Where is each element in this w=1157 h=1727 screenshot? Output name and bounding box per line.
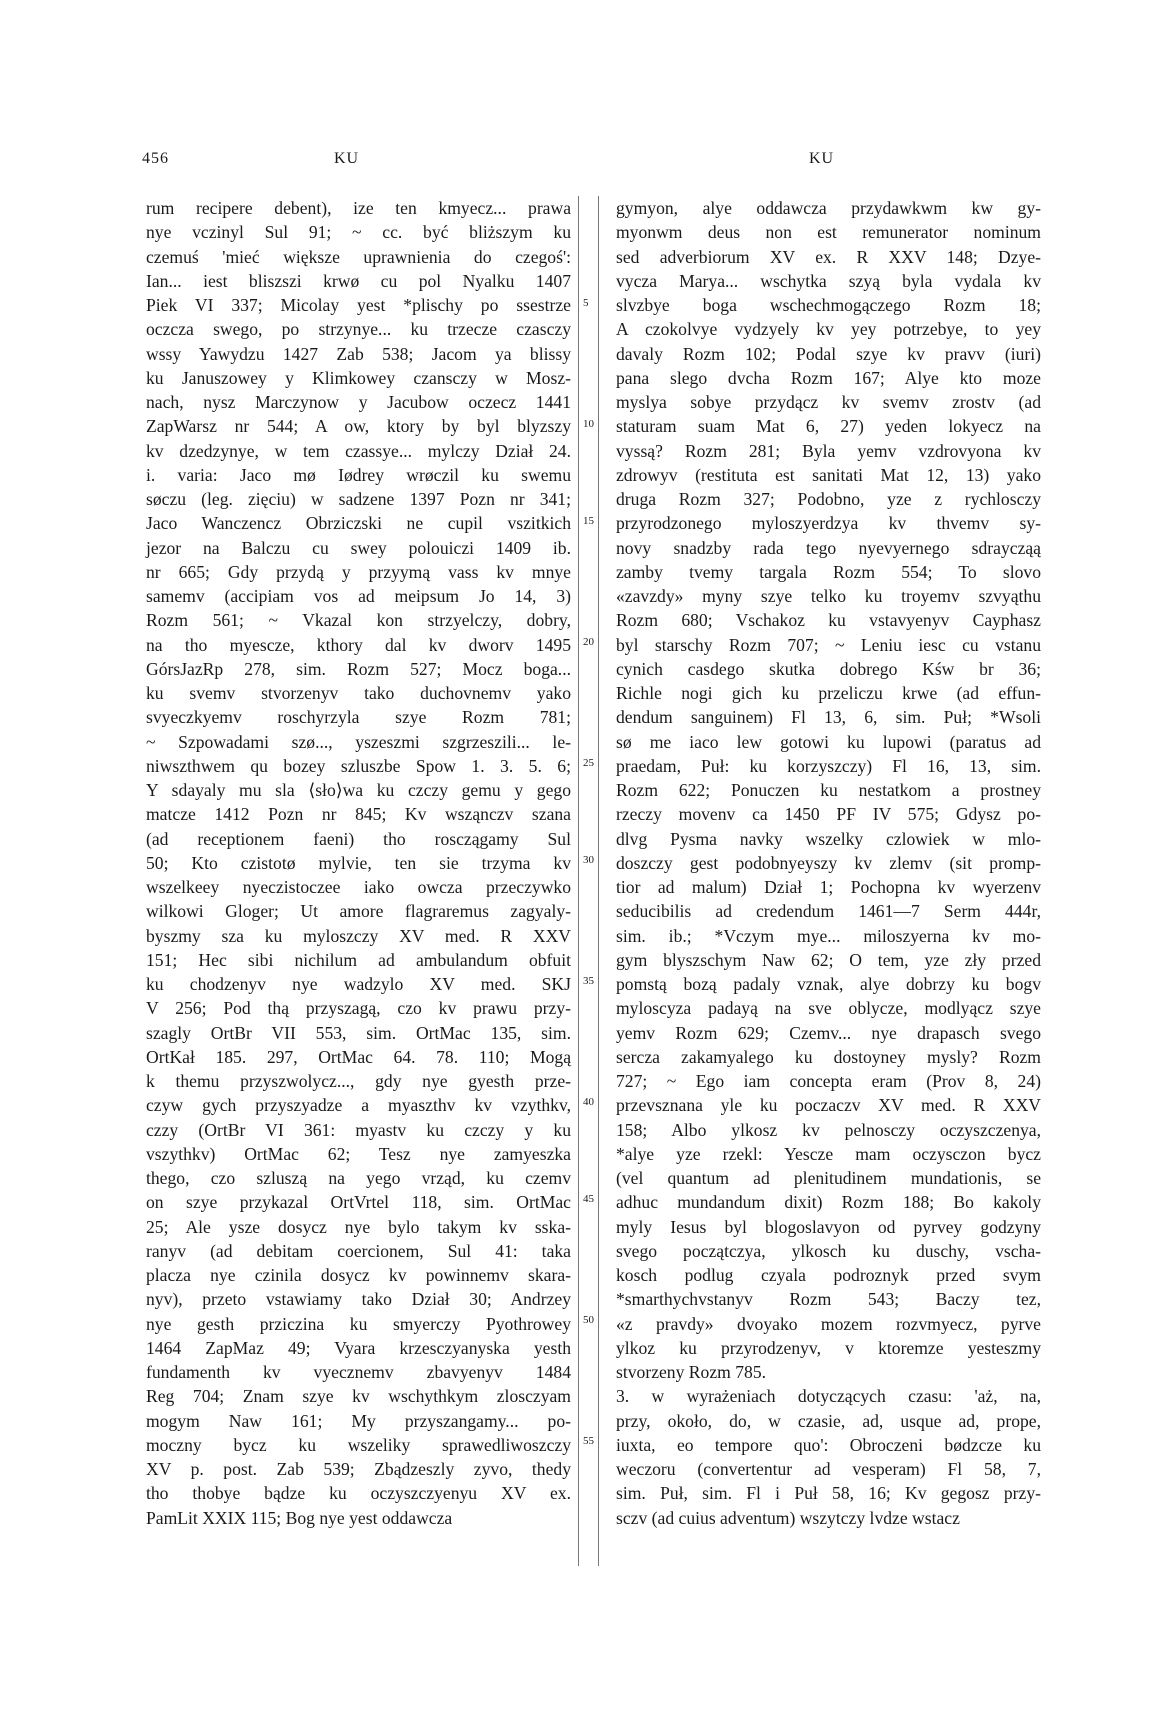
running-head-left: KU bbox=[334, 150, 360, 167]
text-line: vszythkv) OrtMac 62; Tesz nye zamyeszka bbox=[146, 1143, 571, 1164]
text-line: Piek VI 337; Micolay yest *plischy po ssestrze bbox=[146, 295, 571, 315]
text-line: dendum sanguinem) Fl 13, 6, sim. Puł; *Wsoli bbox=[616, 707, 1041, 728]
text-line: ku chodzenyv nye wadzylo XV med. SKJ bbox=[146, 974, 571, 994]
line-number: 25 bbox=[583, 757, 594, 769]
text-line: ylkoz ku przyrodzenyv, v ktoremze yesteszmy bbox=[616, 1337, 1041, 1358]
text-line: druga Rozm 327; Podobno, yze z rychlosczy bbox=[616, 489, 1041, 509]
running-head-right: KU bbox=[809, 150, 835, 167]
text-line: weczoru (convertentur ad vesperam) Fl 58, 7, bbox=[616, 1459, 1041, 1479]
column-rule-right bbox=[598, 196, 599, 1566]
text-line: myloscyza padayą na sve oblycze, modlyącz szye bbox=[616, 998, 1041, 1019]
line-number: 10 bbox=[583, 418, 594, 430]
text-line: tior ad malum) Dział 1; Pochopna kv wyerzenv bbox=[616, 877, 1041, 897]
text-line: gymyon, alye oddawcza przydawkwm kw gy- bbox=[616, 198, 1041, 218]
text-line: praedam, Puł: ku korzyszczy) Fl 16, 13, sim. bbox=[616, 755, 1041, 776]
text-line: on szye przykazal OrtVrtel 118, sim. OrtMac bbox=[146, 1192, 571, 1213]
text-line: Y sdayaly mu sla ⟨sło⟩wa ku czczy gemu y gego bbox=[146, 780, 571, 800]
text-line: oczcza swego, po strzynye... ku trzecze czasczy bbox=[146, 319, 571, 340]
text-line: pana slego dvcha Rozm 167; Alye kto moze bbox=[616, 367, 1041, 388]
text-line: myslya sobye przydącz kv svemv zrostv (ad bbox=[616, 392, 1041, 412]
text-line: thego, czo szluszą na yego vrząd, ku czemv bbox=[146, 1168, 571, 1188]
text-line: nye gesth prziczina ku smyerczy Pyothrowey bbox=[146, 1313, 571, 1334]
text-line: ku svemv stvorzenyv tako duchovnemv yako bbox=[146, 683, 571, 703]
text-line: (ad receptionem faeni) tho rosczągamy Sul bbox=[146, 828, 571, 849]
text-line: nr 665; Gdy przydą y przyymą vass kv mnye bbox=[146, 561, 571, 582]
text-line: davaly Rozm 102; Podal szye kv pravv (iuri) bbox=[616, 343, 1041, 364]
text-line: sø me iaco lew gotowi ku lupowi (paratus ad bbox=[616, 731, 1041, 752]
text-line: pomstą bozą padaly vznak, alye dobrzy ku bogv bbox=[616, 974, 1041, 994]
text-line: Jaco Wanczencz Obrziczski ne cupil vszitkich bbox=[146, 513, 571, 534]
text-line: Richle nogi gich ku przeliczu krwe (ad effun- bbox=[616, 683, 1041, 703]
text-line: byszmy sza ku myloszczy XV med. R XXV bbox=[146, 925, 571, 946]
text-line: przevsznana yle ku poczaczv XV med. R XXV bbox=[616, 1095, 1041, 1116]
text-line: tho thobye bądze ku oczyszczyenyu XV ex. bbox=[146, 1483, 571, 1504]
line-number: 45 bbox=[583, 1193, 594, 1205]
text-line: jezor na Balczu cu swey polouiczi 1409 ib. bbox=[146, 537, 571, 558]
line-number: 5 bbox=[583, 297, 589, 309]
text-line: ~ Szpowadami szø..., yszeszmi szgrzeszili... le- bbox=[146, 731, 571, 752]
text-line: XV p. post. Zab 539; Zbądzeszly zyvo, thedy bbox=[146, 1459, 571, 1479]
text-line: staturam suam Mat 6, 27) yeden lokyecz na bbox=[616, 416, 1041, 437]
left-column bbox=[146, 196, 571, 1530]
text-line: A czokolvye vydzyely kv yey potrzebye, to yey bbox=[616, 319, 1041, 340]
text-line: Rozm 680; Vschakoz ku vstavyenyv Cayphasz bbox=[616, 610, 1041, 631]
text-line: adhuc mundandum dixit) Rozm 188; Bo kakoly bbox=[616, 1192, 1041, 1213]
text-line: «zavzdy» myny szye telko ku troyemv szvyąthu bbox=[616, 586, 1041, 606]
text-line: wssy Yawydzu 1427 Zab 538; Jacom ya blissy bbox=[146, 343, 571, 364]
text-line: czemuś 'mieć większe uprawnienia do czegoś': bbox=[146, 246, 571, 267]
text-line: OrtKał 185. 297, OrtMac 64. 78. 110; Mogą bbox=[146, 1046, 571, 1067]
text-line: myly Iesus byl blogoslavyon od pyrvey godzyny bbox=[616, 1216, 1041, 1237]
text-line: svyeczkyemv roschyrzyla szye Rozm 781; bbox=[146, 707, 571, 728]
text-line: Rozm 561; ~ Vkazal kon strzyelczy, dobry, bbox=[146, 610, 571, 631]
text-line: doszczy gest podobnyeyszy kv zlemv (sit promp- bbox=[616, 852, 1041, 873]
text-line: novy snadzby rada tego nyevyernego sdraycząą bbox=[616, 537, 1041, 558]
text-line: i. varia: Jaco mø Iødrey wrøczil ku swemu bbox=[146, 464, 571, 485]
text-line: przyrodzonego myloszyerdzya kv thvemv sy- bbox=[616, 513, 1041, 534]
text-line: sercza zakamyalego ku dostoyney mysly? Rozm bbox=[616, 1046, 1041, 1067]
text-line: nyv), przeto vstawiamy tako Dział 30; Andrzey bbox=[146, 1289, 571, 1310]
text-line: ranyv (ad debitam coercionem, Sul 41: taka bbox=[146, 1240, 571, 1261]
text-line: dlvg Pysma navky wszelky czlowiek w mlo- bbox=[616, 828, 1041, 849]
text-line: Ian... iest bliszszi krwø cu pol Nyalku 1407 bbox=[146, 270, 571, 291]
line-number: 35 bbox=[583, 975, 594, 987]
text-line: V 256; Pod thą przyszagą, czo kv prawu przy- bbox=[146, 998, 571, 1019]
text-line: yemv Rozm 629; Czemv... nye drapasch svego bbox=[616, 1022, 1041, 1043]
text-line: czzy (OrtBr VI 361: myastv ku czczy y ku bbox=[146, 1119, 571, 1140]
text-line: seducibilis ad credendum 1461—7 Serm 444r, bbox=[616, 901, 1041, 922]
text-line: Rozm 622; Ponuczen ku nestatkom a prostney bbox=[616, 780, 1041, 800]
text-line: k themu przyszwolycz..., gdy nye gyesth prze- bbox=[146, 1071, 571, 1091]
text-line: ZapWarsz nr 544; A ow, ktory by byl blyzszy bbox=[146, 416, 571, 437]
text-line: rzeczy movenv ca 1450 PF IV 575; Gdysz po- bbox=[616, 804, 1041, 825]
text-line: placza nye czinila dosycz kv powinnemv skara- bbox=[146, 1265, 571, 1285]
text-line: sim. Puł, sim. Fl i Puł 58, 16; Kv gegosz przy- bbox=[616, 1483, 1041, 1504]
text-line: GórsJazRp 278, sim. Rozm 527; Mocz boga... bbox=[146, 658, 571, 679]
text-line: sczv (ad cuius adventum) wszytczy lvdze wstacz bbox=[616, 1507, 960, 1528]
text-line: cynich casdego skutka dobrego Kśw br 36; bbox=[616, 658, 1041, 679]
text-line: matcze 1412 Pozn nr 845; Kv wsząnczv szana bbox=[146, 804, 571, 825]
text-line: myonwm deus non est remunerator nominum bbox=[616, 222, 1041, 243]
text-line: 25; Ale ysze dosycz nye bylo takym kv sska- bbox=[146, 1216, 571, 1237]
text-line: czyw gych przyszyadze a myaszthv kv vzythkv, bbox=[146, 1095, 571, 1116]
line-number: 50 bbox=[583, 1314, 594, 1326]
text-line: wilkowi Gloger; Ut amore flagraremus zagyaly- bbox=[146, 901, 571, 922]
line-number: 55 bbox=[583, 1435, 594, 1447]
text-line: zamby tvemy targala Rozm 554; To slovo bbox=[616, 561, 1041, 582]
text-line: vyssą? Rozm 281; Byla yemv vzdrovyona kv bbox=[616, 440, 1041, 461]
text-line: *smarthychvstanyv Rozm 543; Baczy tez, bbox=[616, 1289, 1041, 1310]
text-line: byl starschy Rozm 707; ~ Leniu iesc cu vstanu bbox=[616, 634, 1041, 655]
line-number: 30 bbox=[583, 854, 594, 866]
text-line: svego początczya, ylkosch ku duschy, vscha- bbox=[616, 1240, 1041, 1261]
right-column bbox=[616, 196, 1041, 1530]
text-line: przy, około, do, w czasie, ad, usque ad, prope, bbox=[616, 1410, 1041, 1431]
text-line: 158; Albo ylkosz kv pelnosczy oczyszczenya, bbox=[616, 1119, 1041, 1140]
text-line: *alye yze rzekl: Yescze mam oczysczon bycz bbox=[616, 1143, 1041, 1164]
text-line: 50; Kto czistotø mylvie, ten sie trzyma kv bbox=[146, 852, 571, 873]
text-line: wszelkeey nyeczistoczee iako owcza przeczywko bbox=[146, 877, 571, 897]
text-line: stvorzeny Rozm 785. bbox=[616, 1362, 767, 1382]
text-line: szagly OrtBr VII 553, sim. OrtMac 135, sim. bbox=[146, 1022, 571, 1043]
text-line: sed adverbiorum XV ex. R XXV 148; Dzye- bbox=[616, 246, 1041, 267]
line-number: 15 bbox=[583, 515, 594, 527]
text-line: 727; ~ Ego iam concepta eram (Prov 8, 24) bbox=[616, 1071, 1041, 1091]
text-line: (vel quantum ad plenitudinem mundationis, se bbox=[616, 1168, 1041, 1188]
text-line: rum recipere debent), ize ten kmyecz... prawa bbox=[146, 198, 571, 218]
text-line: vycza Marya... wschytka szyą byla vydala kv bbox=[616, 270, 1041, 291]
text-line: ku Januszowey y Klimkowey czansczy w Mosz- bbox=[146, 367, 571, 388]
text-line: samemv (accipiam vos ad meipsum Jo 14, 3) bbox=[146, 586, 571, 606]
text-line: «z pravdy» dvoyako mozem rozvmyecz, pyrve bbox=[616, 1313, 1041, 1334]
text-line: sim. ib.; *Vczym mye... miloszyerna kv mo- bbox=[616, 925, 1041, 946]
column-rule-left bbox=[578, 196, 579, 1566]
text-line: 1464 ZapMaz 49; Vyara krzesczyanyska yesth bbox=[146, 1337, 571, 1358]
text-line: niwszthwem qu bozey szluszbe Spow 1. 3. 5. 6; bbox=[146, 755, 571, 776]
text-line: nye vczinyl Sul 91; ~ cc. być bliższym ku bbox=[146, 222, 571, 243]
text-line: gym blyszschym Naw 62; O tem, yze zły przed bbox=[616, 949, 1041, 970]
text-line: 151; Hec sibi nichilum ad ambulandum obfuit bbox=[146, 949, 571, 970]
text-line: Reg 704; Znam szye kv wschythkym zlosczyam bbox=[146, 1386, 571, 1407]
text-line: kosch podlug czyala podroznyk przed svym bbox=[616, 1265, 1041, 1285]
text-line: nach, nysz Marczynow y Jacubow oczecz 1441 bbox=[146, 392, 571, 412]
text-line: zdrowyv (restituta est sanitati Mat 12, 13) yako bbox=[616, 464, 1041, 485]
text-line: søczu (leg. zięciu) w sadzene 1397 Pozn nr 341; bbox=[146, 489, 571, 509]
text-line: slvzbye boga wschechmogączego Rozm 18; bbox=[616, 295, 1041, 315]
text-line: moczny bycz ku wszeliky sprawedliwoszczy bbox=[146, 1434, 571, 1455]
text-line: kv dzedzynye, w tem czassye... mylczy Dział 24. bbox=[146, 440, 571, 461]
text-line: PamLit XXIX 115; Bog nye yest oddawcza bbox=[146, 1507, 453, 1528]
text-line: na tho myescze, kthory dal kv dworv 1495 bbox=[146, 634, 571, 655]
text-line: iuxta, eo tempore quo': Obroczeni bødzcze ku bbox=[616, 1434, 1041, 1455]
text-line: mogym Naw 161; My przyszangamy... po- bbox=[146, 1410, 571, 1431]
text-line: fundamenth kv vyecznemv zbavyenyv 1484 bbox=[146, 1362, 571, 1382]
page-number: 456 bbox=[142, 150, 169, 167]
line-number: 40 bbox=[583, 1096, 594, 1108]
line-number: 20 bbox=[583, 636, 594, 648]
text-line: 3. w wyrażeniach dotyczących czasu: 'aż, na, bbox=[616, 1386, 1041, 1407]
